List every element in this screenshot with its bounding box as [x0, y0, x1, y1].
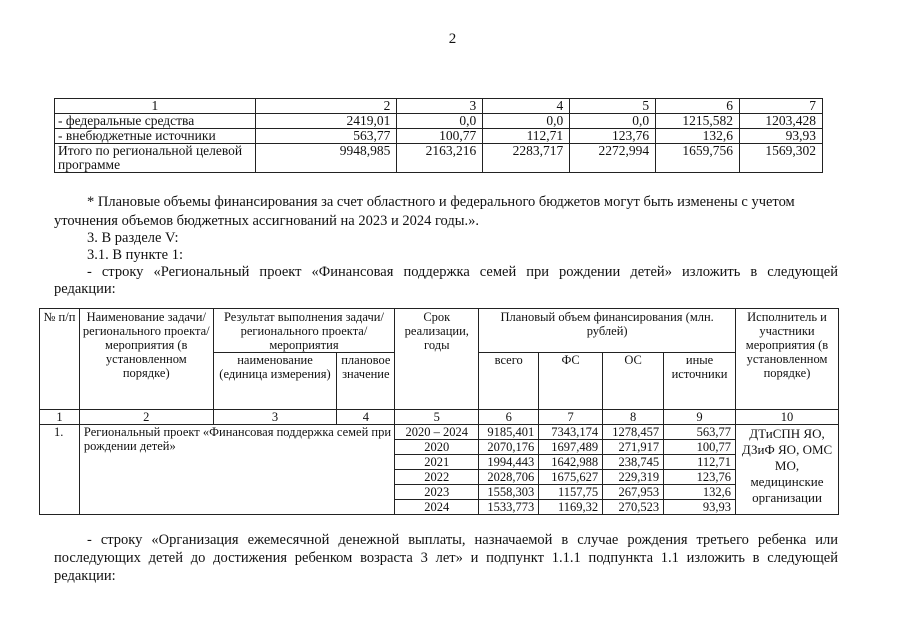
table-cell: 112,71: [483, 129, 570, 144]
header-os: ОС: [603, 353, 664, 410]
year-cell: 2023: [395, 485, 479, 500]
year-cell: 2022: [395, 470, 479, 485]
table-cell: 1558,303: [479, 485, 539, 500]
column-number: 6: [479, 410, 539, 425]
table-cell: 563,77: [664, 425, 736, 440]
column-number: 2: [79, 410, 213, 425]
row-label: - федеральные средства: [55, 114, 256, 129]
table-cell: 1675,627: [539, 470, 603, 485]
column-number: 10: [736, 410, 839, 425]
table-cell: 2163,216: [397, 144, 483, 173]
table-row: [40, 425, 839, 440]
page-number: 2: [448, 31, 457, 47]
table-cell: 1697,489: [539, 440, 603, 455]
table-cell: 1157,75: [539, 485, 603, 500]
table-cell: 271,917: [603, 440, 664, 455]
table-cell: 1169,32: [539, 500, 603, 515]
table-row: [55, 114, 823, 129]
header-other: иные источники: [664, 353, 736, 410]
year-cell: 2024: [395, 500, 479, 515]
table-cell: 229,319: [603, 470, 664, 485]
footnote-line: * Плановые объемы финансирования за счет областного и федерального бюджетов могут быть изменены с учетом: [87, 194, 795, 210]
table-cell: 100,77: [664, 440, 736, 455]
column-number: 7: [539, 410, 603, 425]
column-number: 4: [337, 410, 395, 425]
row-label: - внебюджетные источники: [55, 129, 256, 144]
table-cell: 0,0: [570, 114, 656, 129]
column-number: 7: [740, 99, 823, 114]
table-cell: 1203,428: [740, 114, 823, 129]
table-cell: 1569,302: [740, 144, 823, 173]
table-cell: 132,6: [664, 485, 736, 500]
table-header-row: [40, 309, 839, 353]
table-header-row: [55, 99, 823, 114]
table-cell: 270,523: [603, 500, 664, 515]
column-number: 3: [397, 99, 483, 114]
header-name: Наименование задачи/ регионального проекта/ мероприятия (в установленном порядке): [79, 309, 213, 410]
column-numbers-row: [40, 410, 839, 425]
table-cell: 123,76: [664, 470, 736, 485]
table-cell: 2283,717: [483, 144, 570, 173]
project-name: Региональный проект «Финансовая поддержка семей при рождении детей»: [79, 425, 394, 515]
table-cell: 112,71: [664, 455, 736, 470]
table-cell: 9185,401: [479, 425, 539, 440]
column-number: 3: [213, 410, 337, 425]
footnote-line: уточнения объемов бюджетных ассигнований на 2023 и 2024 годы.».: [54, 213, 480, 229]
executor-cell: ДТиСПН ЯО, ДЗиФ ЯО, ОМС МО, медицинские организации: [736, 425, 839, 515]
table-row: [55, 129, 823, 144]
table-cell: 123,76: [570, 129, 656, 144]
table-cell: 238,745: [603, 455, 664, 470]
table-cell: 132,6: [656, 129, 740, 144]
year-cell: 2021: [395, 455, 479, 470]
year-cell: 2020: [395, 440, 479, 455]
table-cell: 2028,706: [479, 470, 539, 485]
year-cell: 2020 – 2024: [395, 425, 479, 440]
table-cell: 1642,988: [539, 455, 603, 470]
column-number: 1: [55, 99, 256, 114]
table-row-total: [55, 144, 823, 173]
column-number: 9: [664, 410, 736, 425]
column-number: 4: [483, 99, 570, 114]
table-cell: 1215,582: [656, 114, 740, 129]
paragraph: редакции:: [54, 568, 116, 584]
table-cell: 1659,756: [656, 144, 740, 173]
table-cell: 93,93: [740, 129, 823, 144]
table-cell: 2419,01: [255, 114, 397, 129]
column-number: 2: [255, 99, 397, 114]
paragraph: последующих детей до достижения ребенком возраста 3 лет» и подпункт 1.1.1 подпункта 1.1 изложить в следующей: [54, 550, 838, 566]
header-total: всего: [479, 353, 539, 410]
header-executor: Исполнитель и участники мероприятия (в установленном порядке): [736, 309, 839, 410]
paragraph: 3. В разделе V:: [87, 230, 179, 246]
header-result: Результат выполнения задачи/ регионального проекта/ мероприятия: [213, 309, 395, 353]
column-number: 6: [656, 99, 740, 114]
header-term: Срок реализации, годы: [395, 309, 479, 410]
table-cell: 1994,443: [479, 455, 539, 470]
table-cell: 1278,457: [603, 425, 664, 440]
row-label: Итого по региональной целевой программе: [55, 144, 256, 173]
paragraph: - строку «Региональный проект «Финансовая поддержка семей при рождении детей» изложить в следующей: [87, 264, 838, 280]
table-cell: 7343,174: [539, 425, 603, 440]
regional-project-table: [39, 308, 839, 515]
row-number: 1.: [40, 425, 80, 515]
header-fs: ФС: [539, 353, 603, 410]
paragraph: редакции:: [54, 281, 116, 297]
header-result-plan: плановое значение: [337, 353, 395, 410]
header-num: № п/п: [40, 309, 80, 410]
table-cell: 0,0: [397, 114, 483, 129]
header-result-name: наименование (единица измерения): [213, 353, 337, 410]
header-finance: Плановый объем финансирования (млн. рублей): [479, 309, 736, 353]
table-cell: 100,77: [397, 129, 483, 144]
column-number: 8: [603, 410, 664, 425]
paragraph: - строку «Организация ежемесячной денежной выплаты, назначаемой в случае рождения третьего ребенка или: [87, 532, 838, 548]
table-cell: 2272,994: [570, 144, 656, 173]
paragraph: 3.1. В пункте 1:: [87, 247, 183, 263]
column-number: 5: [395, 410, 479, 425]
table-cell: 267,953: [603, 485, 664, 500]
table-cell: 2070,176: [479, 440, 539, 455]
financing-summary-table: [54, 98, 823, 173]
table-cell: 9948,985: [255, 144, 397, 173]
table-cell: 0,0: [483, 114, 570, 129]
table-cell: 1533,773: [479, 500, 539, 515]
column-number: 1: [40, 410, 80, 425]
table-cell: 563,77: [255, 129, 397, 144]
column-number: 5: [570, 99, 656, 114]
table-cell: 93,93: [664, 500, 736, 515]
